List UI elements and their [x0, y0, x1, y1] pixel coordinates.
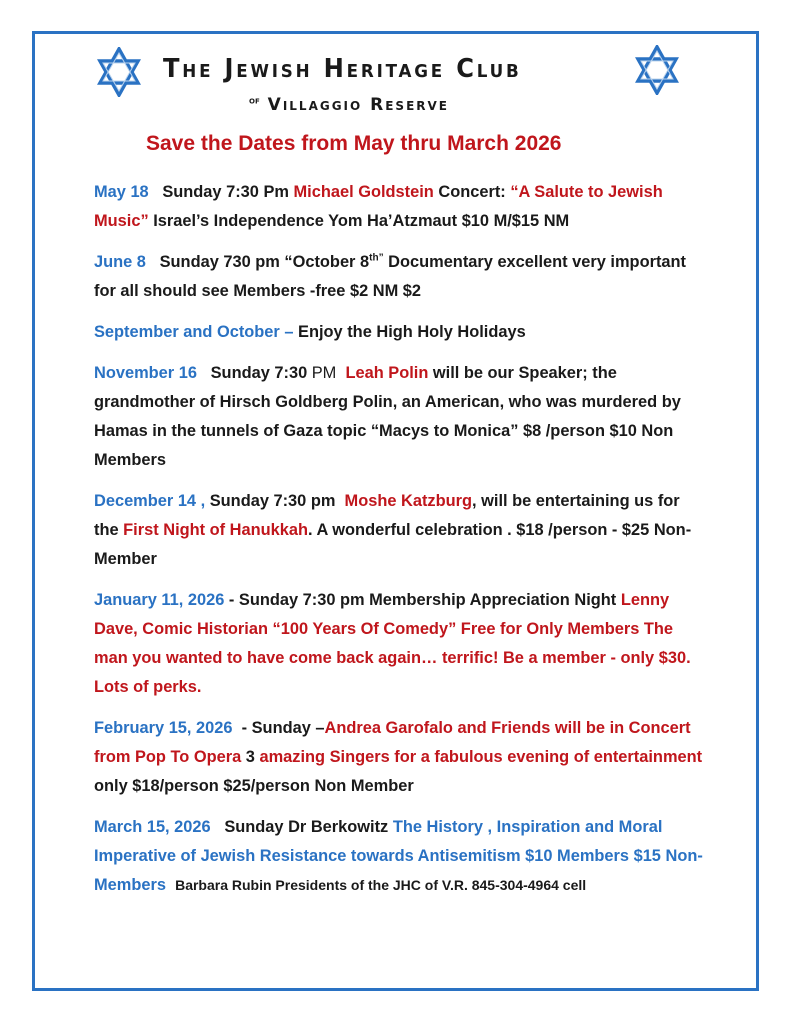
star-of-david-icon	[635, 45, 679, 95]
star-of-david-icon	[97, 47, 141, 97]
event-may	[94, 178, 704, 236]
event-title: “A Salute to Jewish Music”	[94, 183, 663, 230]
event-text: only $18/person $25/person Non Member	[94, 777, 414, 795]
event-june	[94, 248, 704, 306]
event-highlight: amazing Singers for a fabulous evening of entertainment	[259, 748, 703, 766]
event-date: February 15, 2026	[94, 719, 233, 737]
event-time-unit: PM	[311, 364, 337, 382]
event-occasion: First Night of Hanukkah	[123, 521, 309, 539]
event-speaker: Sunday Dr Berkowitz	[224, 818, 389, 836]
subtitle-of: of	[249, 95, 260, 107]
subtitle-text: Villaggio Reserve	[267, 95, 449, 115]
event-september	[94, 318, 704, 347]
event-performer: Moshe Katzburg	[344, 492, 473, 510]
event-time: Sunday 7:30	[210, 364, 308, 382]
event-highlight: Andrea Garofalo and Friends will be in Concert from Pop To Opera	[94, 719, 691, 766]
event-text: Israel’s Independence Yom Ha’Atzmaut $10 M/$15 NM	[153, 212, 570, 230]
event-february	[94, 714, 704, 801]
event-december	[94, 487, 704, 574]
contact-info: Barbara Rubin Presidents of the JHC of V.R. 845-304-4964 cell	[175, 877, 587, 893]
club-subtitle	[249, 95, 549, 115]
event-topic: The History , Inspiration and Moral Imperative of Jewish Resistance towards Antisemitism $10 Members $15 Non-Members	[94, 818, 703, 894]
event-text: will be our Speaker; the grandmother of Hirsch Goldberg Polin, an American, who was murdered by Hamas in the tunnels of Gaza topic “Macys to Monica” $8 /person $10 Non Members	[94, 364, 681, 469]
event-speaker: Leah Polin	[345, 364, 429, 382]
event-date: November 16	[94, 364, 197, 382]
event-november	[94, 359, 704, 475]
event-performer: Michael Goldstein	[293, 183, 434, 201]
event-time: Sunday 7:30 Pm	[162, 183, 289, 201]
page-headline: Save the Dates from May thru March 2026	[146, 132, 562, 155]
event-date: June 8	[94, 253, 146, 271]
event-date: January 11, 2026	[94, 591, 225, 609]
event-march	[94, 813, 704, 900]
event-date: March 15, 2026	[94, 818, 211, 836]
club-title: The Jewish Heritage Club	[163, 54, 522, 84]
event-text: - Sunday 7:30 pm Membership Appreciation Night	[228, 591, 617, 609]
event-text: . A wonderful celebration . $18 /person - $25 Non-Member	[94, 521, 692, 568]
event-text: Enjoy the High Holy Holidays	[298, 323, 526, 341]
event-text: - Sunday –	[241, 719, 325, 737]
event-highlight: Lenny Dave, Comic Historian “100 Years Of Comedy” Free for Only Members The man you wanted to have come back again… terrific! Be a member - only $30. Lots of perks.	[94, 591, 691, 696]
event-january	[94, 586, 704, 702]
event-text: Concert:	[438, 183, 506, 201]
event-text: Sunday 730 pm “October 8	[159, 253, 370, 271]
event-superscript: th”	[369, 252, 384, 264]
event-time: Sunday 7:30 pm	[209, 492, 336, 510]
event-list	[94, 178, 704, 912]
event-date: December 14 ,	[94, 492, 206, 510]
event-text: , will be entertaining us for the	[94, 492, 680, 539]
event-date: May 18	[94, 183, 149, 201]
event-text: Documentary excellent very important for all should see Members -free $2 NM $2	[94, 253, 687, 300]
event-date: September and October –	[94, 323, 294, 341]
event-text: 3	[245, 748, 255, 766]
